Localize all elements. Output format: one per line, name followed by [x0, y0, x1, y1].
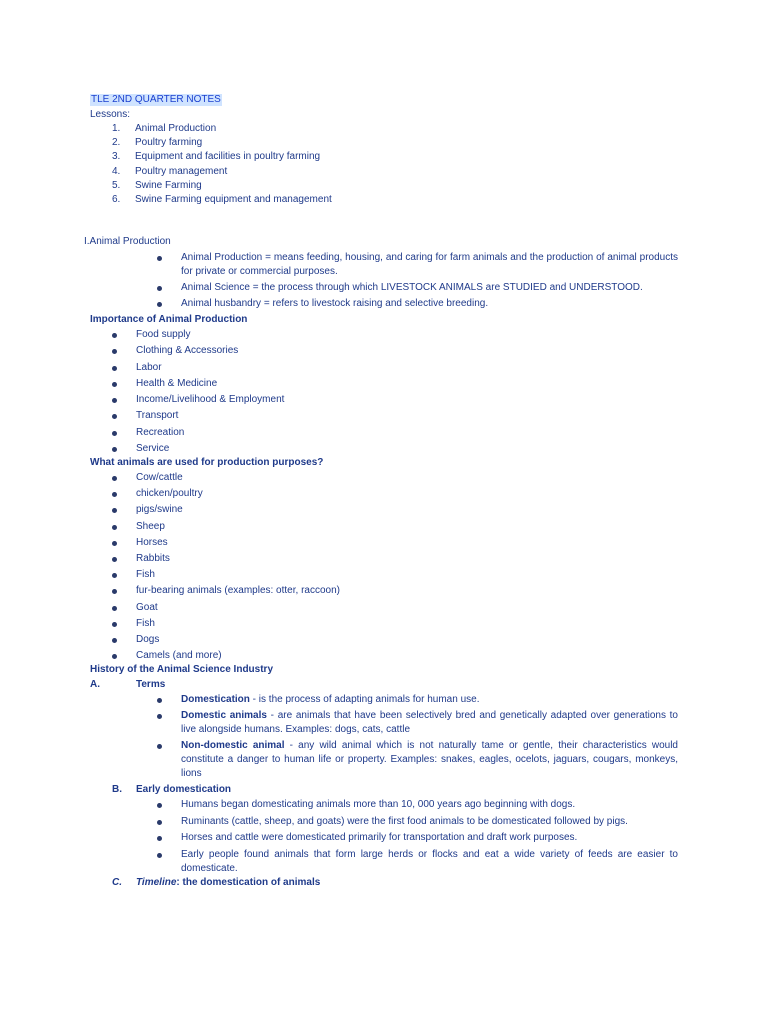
animals-list — [136, 471, 636, 663]
list-item — [181, 297, 678, 311]
term-name: Domestication — [181, 694, 250, 705]
bullet-icon — [112, 476, 117, 481]
timeline-heading-rest: : the domestication of animals — [176, 877, 321, 888]
bullet-icon — [157, 286, 162, 291]
list-item — [181, 251, 678, 281]
bullet-icon — [157, 714, 162, 719]
bullet-icon — [157, 302, 162, 307]
list-text: Horses — [136, 536, 168, 548]
list-text: Health & Medicine — [136, 377, 218, 389]
document-title: TLE 2ND QUARTER NOTES — [91, 94, 221, 105]
list-text: Sheep — [136, 520, 165, 532]
importance-list — [136, 328, 636, 456]
lessons-label: Lessons: — [90, 109, 131, 120]
list-text: Animal husbandry = refers to livestock raising and selective breeding. — [181, 298, 489, 309]
bullet-icon — [112, 557, 117, 562]
list-text: Transport — [136, 410, 179, 422]
list-item — [136, 487, 636, 503]
list-item — [136, 649, 636, 663]
animal-production-definitions — [181, 251, 678, 311]
bullet-icon — [157, 744, 162, 749]
list-text: Service — [136, 443, 170, 455]
term-name: Non-domestic animal — [181, 740, 285, 751]
bullet-icon — [112, 382, 117, 387]
bullet-icon — [157, 698, 162, 703]
bullet-icon — [112, 492, 117, 497]
list-number: 5. — [112, 179, 121, 191]
list-text: Cow/cattle — [136, 472, 183, 483]
list-item — [136, 361, 636, 377]
list-item — [181, 798, 678, 815]
bullet-icon — [157, 256, 162, 261]
list-item — [181, 815, 678, 832]
list-number: 3. — [112, 151, 121, 163]
list-text: Dogs — [136, 633, 160, 645]
term-definition: - is the process of adapting animals for human use. — [249, 694, 480, 705]
list-text: Horses and cattle were domesticated primarily for transportation and draft work purposes. — [181, 832, 578, 843]
list-number: 6. — [112, 193, 121, 205]
section-letter-b: B. — [112, 784, 122, 795]
list-number: 4. — [112, 165, 121, 177]
list-item — [136, 393, 636, 409]
section-letter-a: A. — [90, 679, 100, 690]
list-item — [136, 584, 636, 600]
list-item — [136, 442, 636, 456]
list-text: Poultry farming — [135, 137, 203, 149]
list-item — [181, 281, 678, 297]
list-item — [136, 552, 636, 568]
bullet-icon — [112, 431, 117, 436]
bullet-icon — [112, 654, 117, 659]
bullet-icon — [112, 525, 117, 530]
early-domestication-list — [181, 798, 678, 876]
list-number: 1. — [112, 123, 121, 134]
bullet-icon — [157, 836, 162, 841]
bullet-icon — [112, 333, 117, 338]
list-text: Animal Production — [135, 123, 217, 134]
list-item — [181, 848, 678, 876]
history-heading: History of the Animal Science Industry — [90, 664, 274, 675]
timeline-heading-italic: Timeline — [136, 877, 177, 888]
list-text: Clothing & Accessories — [136, 345, 239, 357]
list-text: pigs/swine — [136, 504, 183, 516]
list-text: Animal Science = the process through which LIVESTOCK ANIMALS are STUDIED and UNDERSTOOD. — [181, 282, 643, 293]
list-item — [136, 601, 636, 617]
list-text: Recreation — [136, 426, 185, 438]
section-title-animal-production: I.Animal Production — [84, 236, 171, 247]
early-domestication-heading: Early domestication — [136, 784, 232, 795]
list-text: Camels (and more) — [136, 650, 222, 662]
list-text: Fish — [136, 569, 155, 581]
list-text: Goat — [136, 601, 158, 613]
list-text: Humans began domesticating animals more than 10, 000 years ago beginning with dogs. — [181, 799, 576, 810]
list-item — [136, 503, 636, 519]
list-text: Fish — [136, 617, 155, 629]
bullet-icon — [112, 508, 117, 513]
list-text: fur-bearing animals (examples: otter, raccoon) — [136, 585, 340, 597]
term-definition: - are animals that have been selectively bred and genetically adapted over generations to live alongside humans. Examples: dogs, cats, cattle — [181, 710, 678, 735]
list-text: Labor — [136, 361, 162, 373]
importance-heading: Importance of Animal Production — [90, 314, 248, 325]
list-item — [136, 409, 636, 425]
term-name: Domestic animals — [181, 710, 267, 721]
list-number: 2. — [112, 137, 121, 149]
bullet-icon — [112, 589, 117, 594]
list-text: Swine Farming — [135, 179, 202, 191]
list-item — [136, 377, 636, 393]
bullet-icon — [112, 414, 117, 419]
list-item — [181, 739, 678, 783]
list-text: Early people found animals that form large herds or flocks and eat a wide variety of feeds are easier to domesticate. — [181, 848, 678, 874]
list-item — [136, 328, 636, 344]
list-text: Food supply — [136, 329, 191, 340]
bullet-icon — [112, 447, 117, 452]
bullet-icon — [112, 622, 117, 627]
list-item — [181, 693, 678, 709]
list-item — [136, 344, 636, 360]
list-item — [136, 471, 636, 487]
term-definition: - any wild animal which is not naturally tame or gentle, their characteristics would constitute a danger to human life or property. Examples: snakes, eagles, ocelots, jaguars, cougars, monkeys, lions — [181, 740, 678, 779]
bullet-icon — [157, 803, 162, 808]
section-letter-c: C. — [112, 877, 122, 888]
animals-heading: What animals are used for production purposes? — [90, 457, 324, 468]
bullet-icon — [157, 820, 162, 825]
terms-list — [181, 693, 678, 783]
bullet-icon — [112, 541, 117, 546]
terms-heading: Terms — [136, 679, 166, 690]
list-item — [136, 520, 636, 536]
list-item — [136, 426, 636, 442]
bullet-icon — [112, 638, 117, 643]
list-text: Equipment and facilities in poultry farming — [135, 151, 321, 163]
list-text: Swine Farming equipment and management — [135, 193, 332, 205]
list-text: Rabbits — [136, 552, 170, 564]
list-text: Income/Livelihood & Employment — [136, 394, 285, 406]
bullet-icon — [112, 398, 117, 403]
list-text: chicken/poultry — [136, 488, 203, 500]
list-item — [181, 831, 678, 848]
timeline-heading — [136, 877, 320, 889]
list-text: Animal Production = means feeding, housing, and caring for farm animals and the production of animal products for private or commercial purposes. — [181, 252, 678, 277]
bullet-icon — [112, 349, 117, 354]
bullet-icon — [112, 366, 117, 371]
list-item — [181, 709, 678, 739]
list-item — [136, 617, 636, 633]
bullet-icon — [157, 853, 162, 858]
list-item — [136, 536, 636, 552]
list-text: Ruminants (cattle, sheep, and goats) were the first food animals to be domesticated followed by pigs. — [181, 815, 628, 827]
bullet-icon — [112, 606, 117, 611]
list-item — [136, 568, 636, 584]
bullet-icon — [112, 573, 117, 578]
list-text: Poultry management — [135, 165, 228, 177]
list-item — [136, 633, 636, 649]
